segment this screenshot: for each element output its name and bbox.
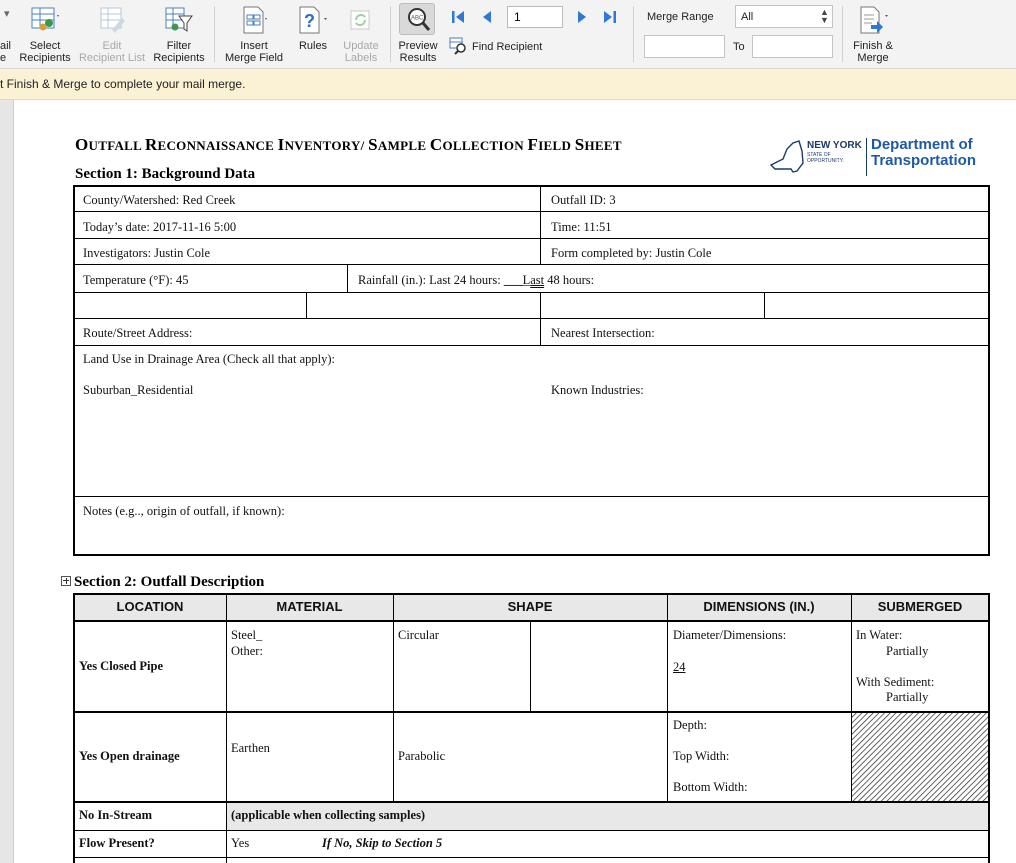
route-street-address: Route/Street Address:: [83, 326, 193, 340]
with-sediment-value: Partially: [886, 690, 929, 704]
rules-label: Rules: [298, 40, 328, 52]
insert-merge-field-label: Insert Merge Field: [224, 40, 284, 64]
title-initial: F: [527, 135, 539, 154]
rules-icon: [296, 6, 330, 34]
temperature: Temperature (°F): 45: [83, 273, 189, 287]
magnifier-icon: [403, 5, 433, 33]
svg-text:?: ?: [304, 11, 315, 31]
dimensions-label: Diameter/Dimensions:: [673, 628, 787, 642]
title-rest: AMPLE: [377, 138, 430, 153]
header-submerged: SUBMERGED: [877, 599, 963, 614]
preview-results-button[interactable]: [395, 0, 441, 68]
ribbon-separator: [633, 6, 634, 62]
logo-state-of-opportunity: STATE OF OPPORTUNITY.: [807, 152, 844, 164]
filter-recipients-button[interactable]: [151, 0, 207, 68]
finish-merge-icon: [856, 6, 890, 34]
filter-recipients-label: Filter Recipients: [153, 40, 205, 64]
title-rest: IELD: [538, 138, 575, 153]
select-recipients-label: Select Recipients: [19, 40, 71, 64]
ribbon-separator: [214, 6, 215, 62]
header-location: LOCATION: [116, 599, 184, 614]
material-earthen: Earthen: [231, 741, 270, 755]
flow-present-value: Yes: [231, 836, 250, 850]
svg-text:ABC: ABC: [411, 15, 424, 22]
land-use-value: Suburban_Residential: [83, 383, 194, 397]
location-open-drainage: Yes Open drainage: [79, 749, 180, 763]
top-width-label: Top Width:: [673, 749, 730, 763]
mail-merge-info-bar: [0, 69, 1016, 100]
header-shape: SHAPE: [507, 599, 553, 614]
todays-date: Today’s date: 2017-11-16 5:00: [83, 220, 237, 234]
finish-merge-label: Finish & Merge: [853, 40, 893, 64]
merge-range-from-input[interactable]: [644, 35, 725, 58]
select-recipients-button[interactable]: [18, 0, 72, 68]
section-1-title: Section 1: Background Data: [75, 166, 256, 182]
update-labels-button[interactable]: [338, 0, 384, 68]
title-initial: C: [429, 135, 443, 154]
logo-divider: [866, 138, 867, 176]
merge-range-to-input[interactable]: [752, 35, 833, 58]
title-rest: UTFALL: [88, 138, 145, 153]
depth-label: Depth:: [673, 718, 708, 732]
with-sediment-label: With Sediment:: [856, 675, 935, 689]
document-page[interactable]: [13, 100, 1016, 863]
notes-label: Notes (e.g.., origin of outfall, if known):: [83, 504, 285, 518]
in-water-value: Partially: [886, 644, 929, 658]
rainfall: Rainfall (in.): Last 24 hours: ___Last 48 hours:: [358, 273, 595, 287]
logo-department-name: Department of Transportation: [871, 136, 977, 169]
title-initial: O: [75, 135, 89, 154]
dropdown-arrow-icon: ▾: [4, 8, 10, 20]
filter-recipients-icon: [164, 6, 194, 34]
select-recipients-icon: [30, 6, 60, 34]
partial-label-2: e: [0, 52, 7, 64]
partial-label-1: ail: [0, 40, 12, 52]
last-record-icon[interactable]: [601, 8, 619, 26]
in-stream-note: (applicable when collecting samples): [231, 808, 426, 822]
document-canvas: [0, 100, 1016, 863]
insert-merge-field-icon: [239, 6, 269, 34]
material-other: Other:: [231, 644, 263, 658]
merge-range-label: Merge Range: [647, 11, 714, 23]
form-completed-by: Form completed by: Justin Cole: [551, 246, 712, 260]
hatched-na-cell: [851, 712, 989, 802]
bottom-width-label: Bottom Width:: [673, 780, 748, 794]
location-closed-pipe: Yes Closed Pipe: [79, 659, 164, 673]
info-bar-message: t Finish & Merge to complete your mail merge.: [0, 77, 246, 91]
dimensions-value: 24: [673, 660, 686, 674]
outfall-id: Outfall ID: 3: [551, 193, 616, 207]
expand-section-icon[interactable]: [61, 576, 71, 586]
flow-present-note: If No, Skip to Section 5: [322, 836, 443, 850]
title-rest: ECONNAISSANCE: [157, 138, 278, 153]
find-recipient-label[interactable]: Find Recipient: [472, 41, 543, 53]
ny-state-map-icon: [769, 139, 807, 175]
nearest-intersection: Nearest Intersection:: [551, 326, 655, 340]
to-label: To: [733, 41, 745, 53]
merge-range-value: All: [741, 11, 754, 23]
finish-merge-button[interactable]: [846, 0, 900, 68]
partial-left-button[interactable]: [0, 0, 14, 68]
preview-results-label: Preview Results: [398, 40, 438, 64]
find-recipient-icon[interactable]: [449, 37, 469, 55]
county-watershed: County/Watershed: Red Creek: [83, 193, 236, 207]
in-water-label: In Water:: [856, 628, 903, 642]
flow-present-label: Flow Present?: [79, 836, 155, 850]
investigators: Investigators: Justin Cole: [83, 246, 211, 260]
known-industries: Known Industries:: [551, 383, 644, 397]
ribbon-separator: [842, 6, 843, 62]
next-record-icon[interactable]: [573, 8, 591, 26]
title-rest: NVENTORY/: [284, 138, 369, 153]
title-initial: S: [574, 135, 585, 154]
header-material: MATERIAL: [276, 599, 343, 614]
land-use-label: Land Use in Drainage Area (Check all that apply):: [83, 352, 335, 366]
first-record-icon[interactable]: [449, 8, 467, 26]
title-initial: R: [144, 135, 158, 154]
nys-dot-logo: [769, 136, 989, 180]
mailings-ribbon: [0, 0, 1016, 69]
select-arrows-icon: ▲ ▼: [820, 7, 829, 25]
material-steel: Steel_: [231, 628, 263, 642]
ribbon-separator: [390, 6, 391, 62]
update-labels-icon: [348, 6, 374, 34]
section-2-title: Section 2: Outfall Description: [74, 574, 265, 590]
merge-range-select[interactable]: [735, 5, 833, 28]
title-initial: I: [277, 135, 285, 154]
logo-new-york: NEW YORK: [807, 140, 862, 151]
edit-recipient-list-button[interactable]: [76, 0, 148, 68]
edit-recipient-list-icon: [98, 6, 126, 34]
location-in-stream: No In-Stream: [79, 808, 153, 822]
title-initial: S: [368, 135, 378, 154]
shape-parabolic: Parabolic: [398, 749, 446, 763]
insert-merge-field-button[interactable]: [222, 0, 286, 68]
title-rest: HEET: [584, 138, 622, 153]
rules-button[interactable]: [292, 0, 334, 68]
shape-circular: Circular: [398, 628, 439, 642]
document-title: [75, 135, 622, 155]
previous-record-icon[interactable]: [478, 8, 496, 26]
update-labels-label: Update Labels: [343, 40, 379, 64]
record-number-input[interactable]: 1: [507, 6, 563, 28]
title-rest: OLLECTION: [442, 138, 528, 153]
time-field: Time: 11:51: [551, 220, 612, 234]
header-dimensions: DIMENSIONS (IN.): [703, 599, 815, 614]
edit-recipient-list-label: Edit Recipient List: [78, 40, 146, 64]
